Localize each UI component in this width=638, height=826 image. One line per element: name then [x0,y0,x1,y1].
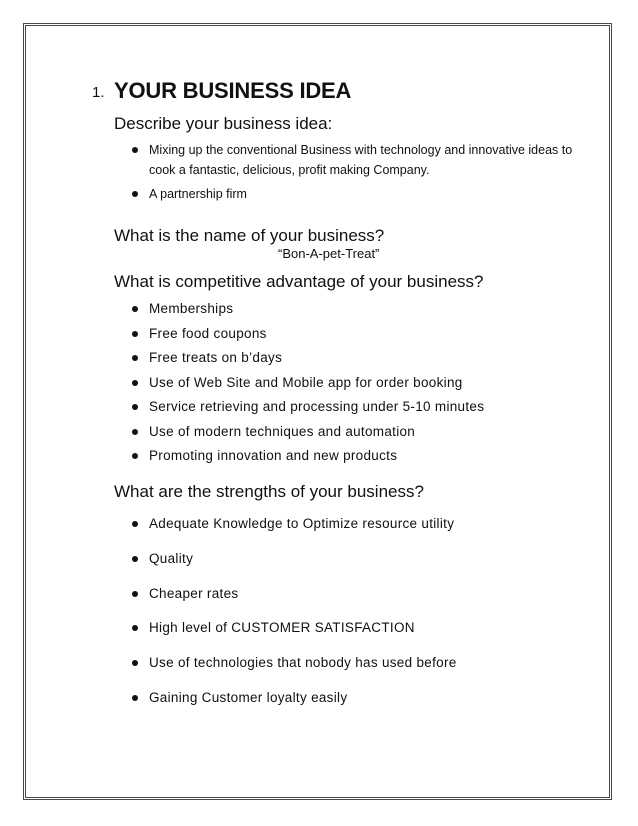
question-business-name: What is the name of your business? [114,226,385,245]
list-item: Mixing up the conventional Business with technology and innovative ideas to cook a fantastic, delicious, profit making Company. [132,140,592,180]
list-item: Free treats on b’days [132,346,592,371]
question-competitive-advantage: What is competitive advantage of your business? [114,272,484,291]
business-name-answer: “Bon-A-pet-Treat” [278,246,380,261]
list-item: Memberships [132,297,592,322]
list-item: Use of modern techniques and automation [132,420,592,445]
question-business-idea: Describe your business idea: [114,114,333,133]
question-strengths: What are the strengths of your business? [114,482,424,501]
list-item: Use of technologies that nobody has used before [132,653,592,673]
list-item: Cheaper rates [132,584,592,604]
list-item: A partnership firm [132,184,592,204]
list-item: Free food coupons [132,322,592,347]
list-item: Quality [132,549,592,569]
section-title: YOUR BUSINESS IDEA [114,78,352,103]
list-item: Adequate Knowledge to Optimize resource utility [132,514,592,534]
competitive-advantage-list [132,297,592,469]
list-item: Gaining Customer loyalty easily [132,688,592,708]
list-item: Service retrieving and processing under 5-10 minutes [132,395,592,420]
strengths-list [132,514,592,723]
list-item: Use of Web Site and Mobile app for order booking [132,371,592,396]
list-item: Promoting innovation and new products [132,444,592,469]
section-number: 1. [92,84,105,101]
business-idea-list [132,140,592,204]
list-item: High level of CUSTOMER SATISFACTION [132,618,592,638]
